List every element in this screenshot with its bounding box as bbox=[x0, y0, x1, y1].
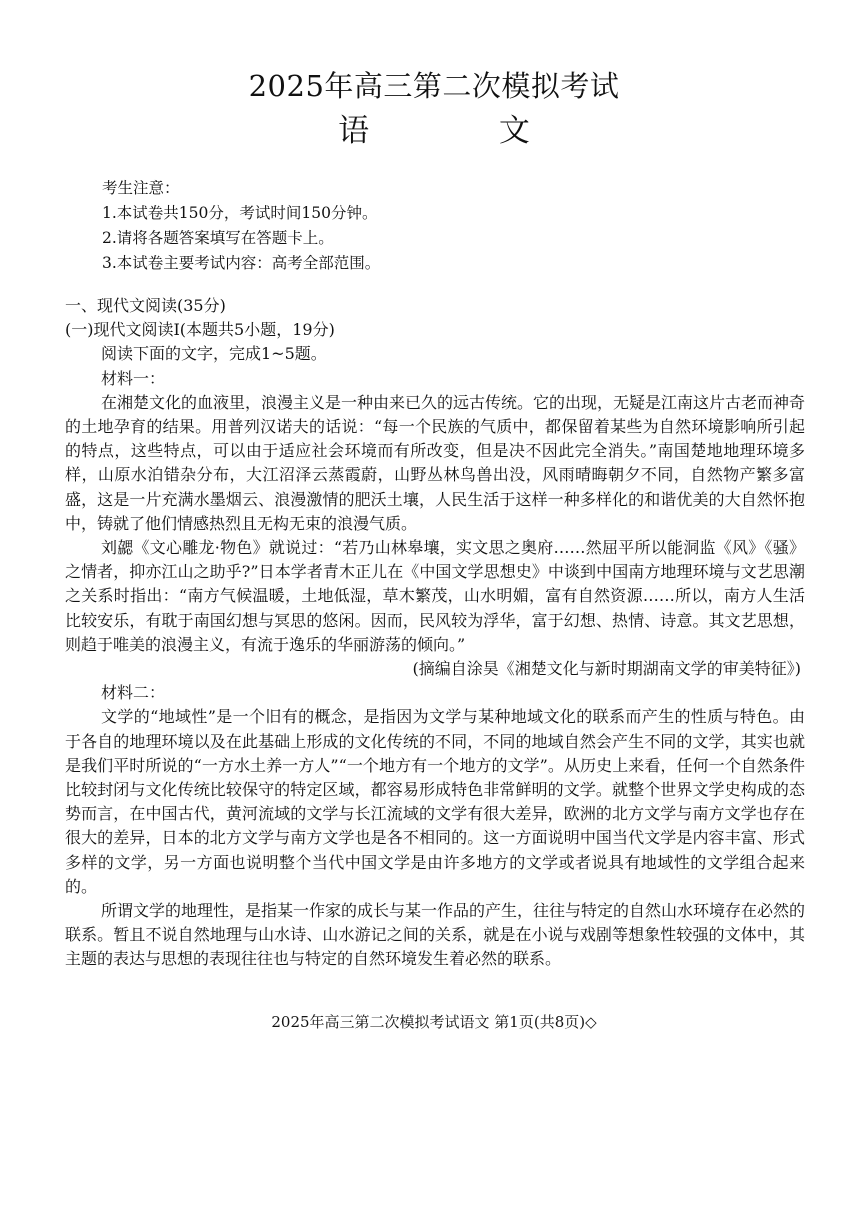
subject-title: 语 文 bbox=[338, 113, 590, 149]
notice-item: 2.请将各题答案填写在答题卡上。 bbox=[102, 229, 334, 247]
notice-item: 3.本试卷主要考试内容：高考全部范围。 bbox=[102, 254, 381, 272]
material-one-paragraph: 刘勰《文心雕龙·物色》就说过：“若乃山林皋壤，实文思之奥府……然屈平所以能洞监《风》《骚》之情者，抑亦江山之助乎?”日本学者青木正儿在《中国文学思想史》中谈到中国南方地理环境与文艺思潮之关系时指出：“南方气候温暖，土地低湿，草木繁茂，山水明媚，富有自然资源……所以，南方人生活比较安乐，有耽于南国幻想与冥思的悠闲。因而，民风较为浮华，富于幻想、热情、诗意。其文艺思想，则趋于唯美的浪漫主义，有流于逸乐的华丽游荡的倾向。” bbox=[65, 538, 805, 654]
notice-heading: 考生注意： bbox=[102, 179, 180, 197]
material-one-paragraph: 在湘楚文化的血液里，浪漫主义是一种由来已久的远古传统。它的出现，无疑是江南这片古老而神奇的土地孕育的结果。用普列汉诺夫的话说：“每一个民族的气质中，都保留着某些为自然环境影响所引起的特点，这些特点，可以由于适应社会环境而有所改变，但是决不因此完全消失。”南国楚地地理环境多样，山原水泊错杂分布，大江沼泽云蒸霞蔚，山野丛林鸟兽出没，风雨晴晦朝夕不同，自然物产繁多富盛，这是一片充满水墨烟云、浪漫激情的肥沃土壤，人民生活于这样一种多样化的和谐优美的大自然怀抱中，铸就了他们情感热烈且无构无束的浪漫气质。 bbox=[65, 392, 806, 533]
section-heading: 一、现代文阅读(35分) bbox=[65, 296, 226, 315]
material-two-paragraph: 文学的“地域性”是一个旧有的概念，是指因为文学与某种地域文化的联系而产生的性质与特色。由于各自的地理环境以及在此基础上形成的文化传统的不同，不同的地域自然会产生不同的文学，其实也就是我们平时所说的“一方水土养一方人”“一个地方有一个地方的文学”。从历史上来看，任何一个自然条件比较封闭与文化传统比较保守的特定区域，都容易形成特色非常鲜明的文学。就整个世界文学史构成的态势而言，在中国古代，黄河流域的文学与长江流域的文学有很大差异，欧洲的北方文学与南方文学也存在很大的差异，日本的北方文学与南方文学也是各不相同的。这一方面说明中国当代文学是内容丰富、形式多样的文学，另一方面也说明整个当代中国文学是由许多地方的文学或者说具有地域性的文学组合起来的。 bbox=[65, 707, 805, 896]
material-one-label: 材料一： bbox=[101, 368, 166, 388]
reading-instruction: 阅读下面的文字，完成1~5题。 bbox=[101, 344, 327, 364]
material-two-label: 材料二： bbox=[101, 683, 166, 703]
page-footer: 2025年高三第二次模拟考试语文 第1页(共8页)◇ bbox=[271, 1013, 597, 1031]
material-two-paragraph: 所谓文学的地理性，是指某一作家的成长与某一作品的产生，往往与特定的自然山水环境存在必然的联系。暂且不说自然地理与山水诗、山水游记之间的关系，就是在小说与戏剧等想象性较强的文体中，其主题的表达与思想的表现往往也与特定的自然环境发生着必然的联系。 bbox=[65, 901, 806, 969]
exam-title: 2025年高三第二次模拟考试 bbox=[248, 69, 620, 103]
subsection-heading: (一)现代文阅读Ⅰ(本题共5小题，19分) bbox=[65, 320, 335, 340]
exam-body bbox=[65, 294, 805, 972]
material-one-source: (摘编自涂昊《湘楚文化与新时期湖南文学的审美特征》) bbox=[412, 659, 801, 679]
notice-item: 1.本试卷共150分，考试时间150分钟。 bbox=[102, 204, 378, 222]
candidate-notice bbox=[102, 176, 380, 276]
